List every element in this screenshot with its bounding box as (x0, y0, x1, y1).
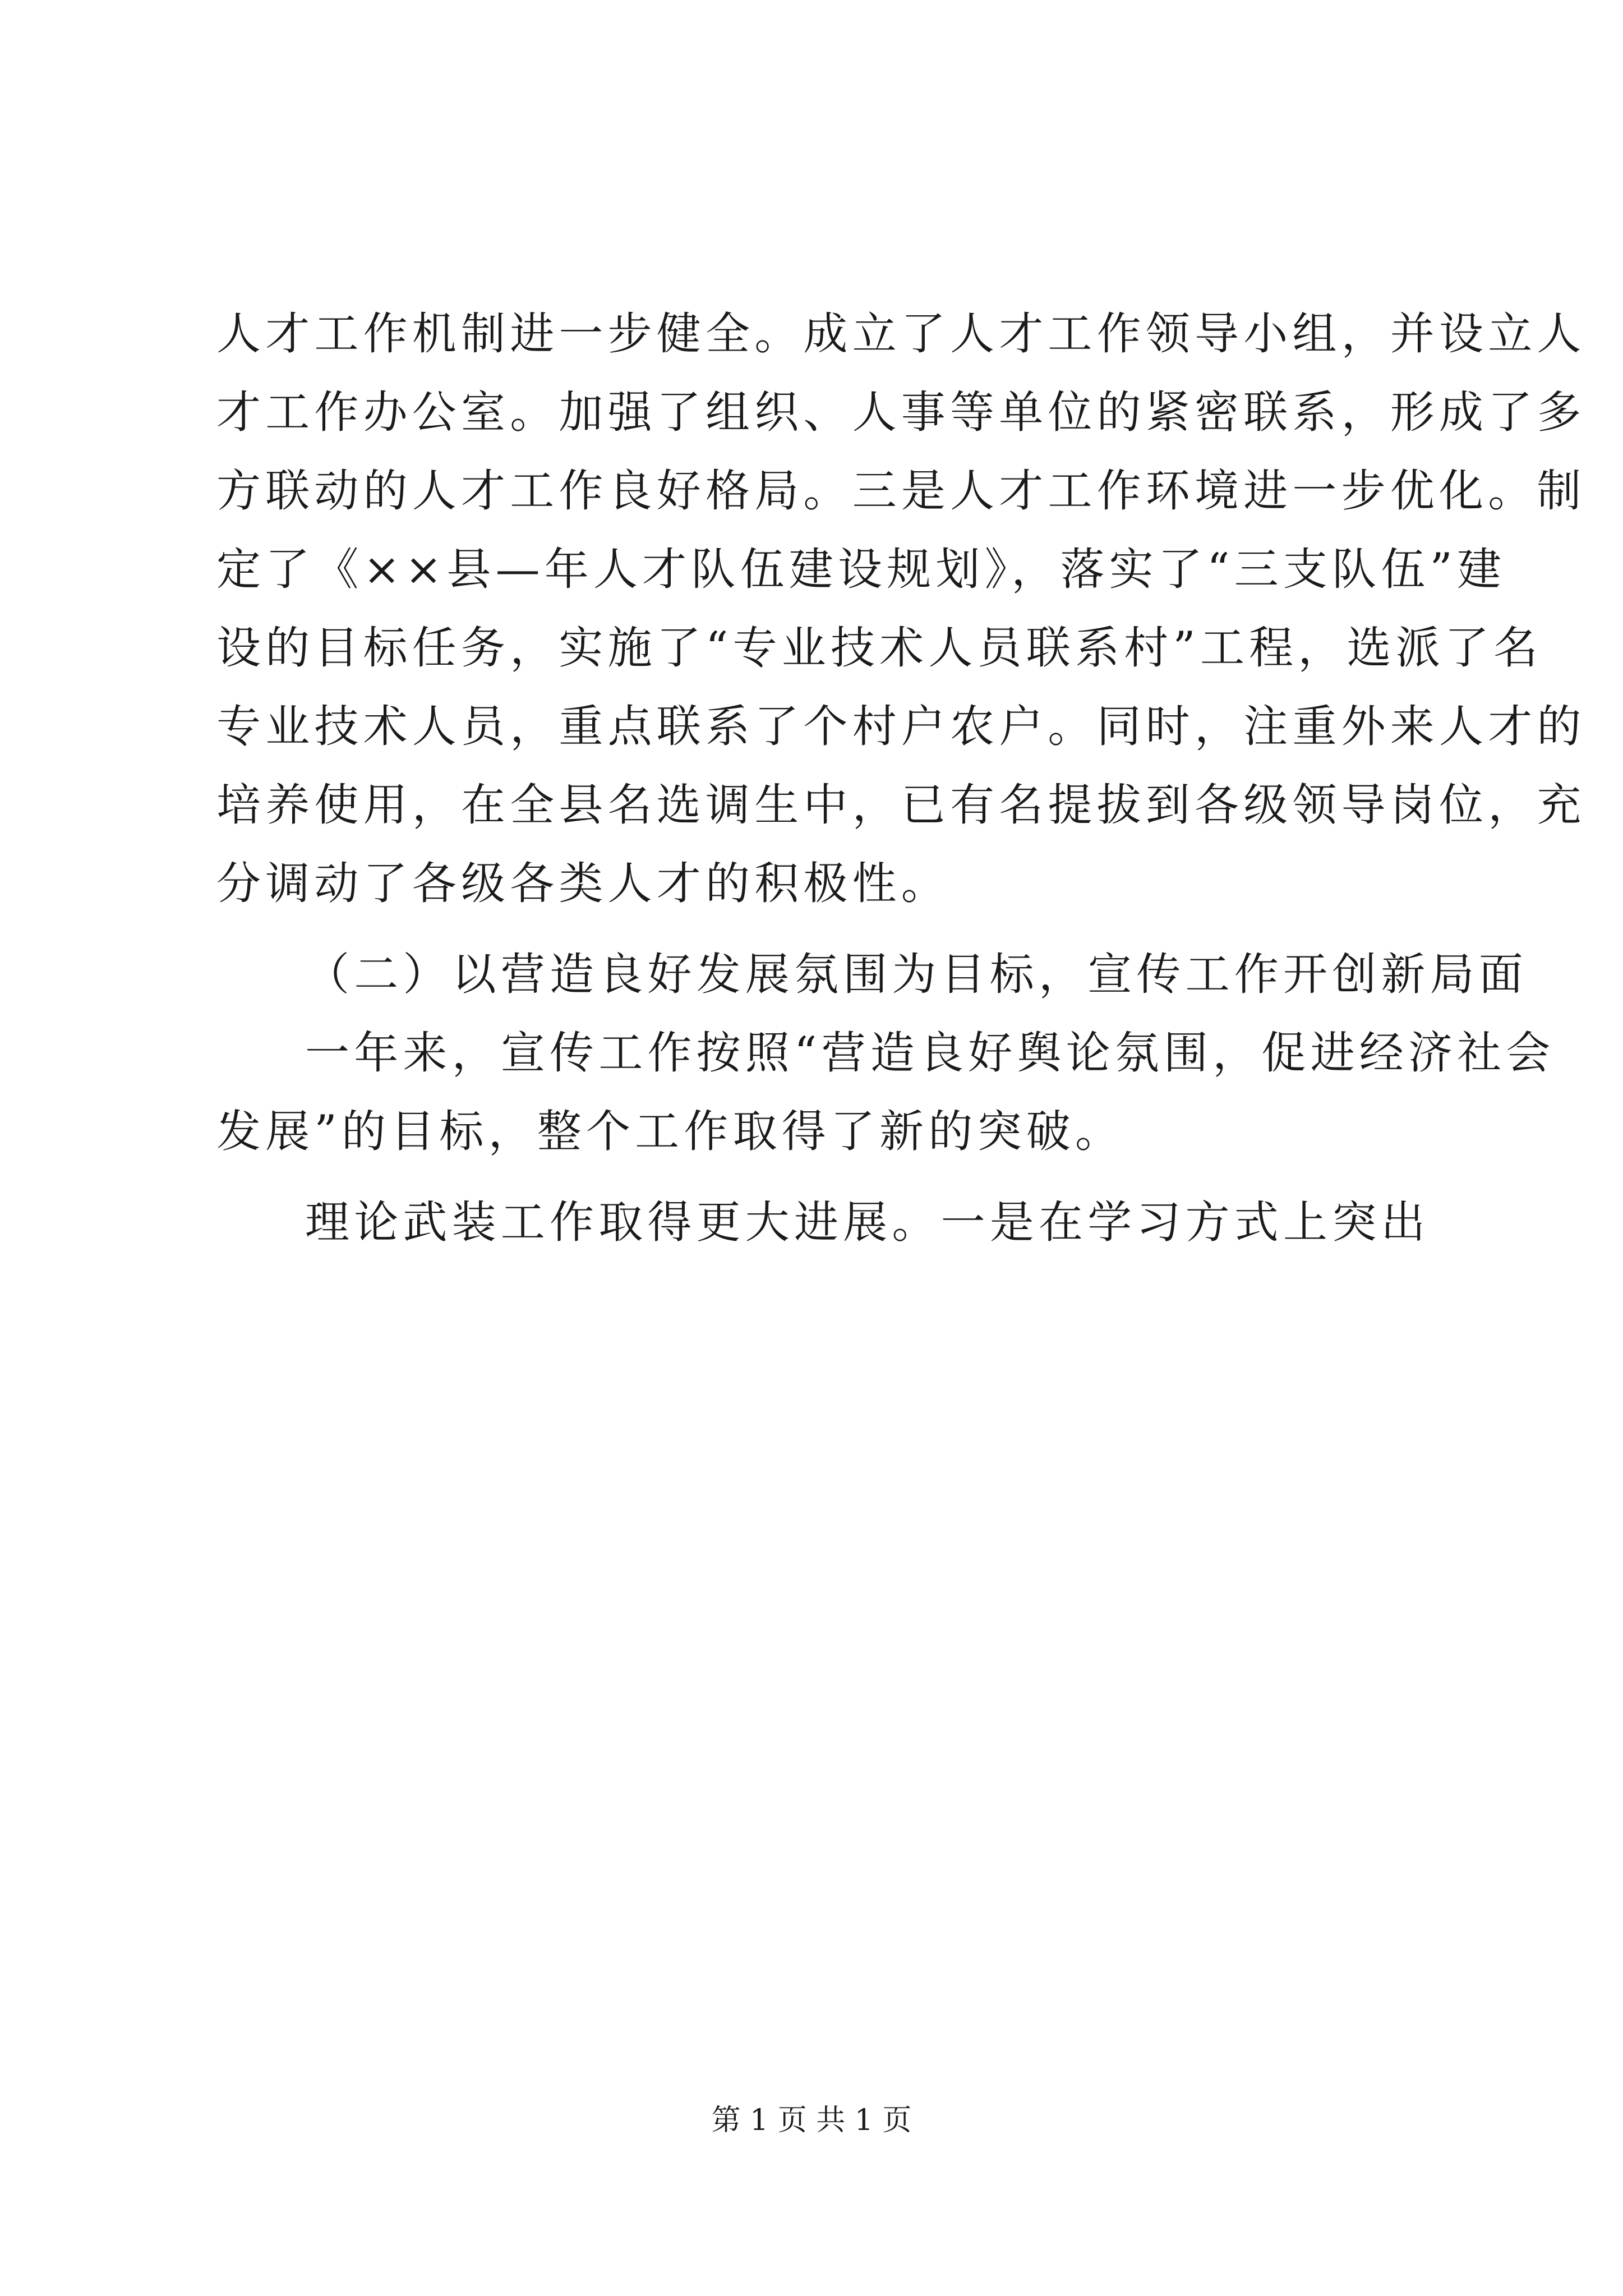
text-line: 设的目标任务，实施了“专业技术人员联系村”工程，选派了名 (216, 622, 1543, 674)
text-line: 方联动的人才工作良好格局。三是人才工作环境进一步优化。制 (216, 465, 1586, 517)
paragraph-publicity-intro (216, 1014, 1555, 1171)
text-line: 分调动了各级各类人才的积极性。 (216, 858, 950, 909)
page-footer: 第 1 页 共 1 页 (711, 2104, 912, 2137)
text-line: 培养使用，在全县名选调生中，已有名提拔到各级领导岗位，充 (216, 779, 1586, 831)
text-line: 人才工作机制进一步健全。成立了人才工作领导小组，并设立人 (216, 308, 1586, 360)
text-line: 才工作办公室。加强了组织、人事等单位的紧密联系，形成了多 (216, 386, 1586, 438)
section-heading-text: （二）以营造良好发展氛围为目标，宣传工作开创新局面 (305, 949, 1528, 1000)
document-body (216, 295, 1586, 1262)
paragraph-talent-mechanism (216, 295, 1586, 923)
section-heading (216, 935, 1528, 1014)
text-line: 理论武装工作取得更大进展。一是在学习方式上突出 (305, 1197, 1430, 1248)
paragraph-theory-arming (216, 1183, 1430, 1262)
text-line: 一年来，宣传工作按照“营造良好舆论氛围，促进经济社会 (305, 1027, 1555, 1079)
text-line: 发展”的目标，整个工作取得了新的突破。 (216, 1106, 1124, 1157)
text-line: 专业技术人员，重点联系了个村户农户。同时，注重外来人才的 (216, 701, 1586, 752)
text-line: 定了《××县—年人才队伍建设规划》，落实了“三支队伍”建 (216, 544, 1506, 595)
